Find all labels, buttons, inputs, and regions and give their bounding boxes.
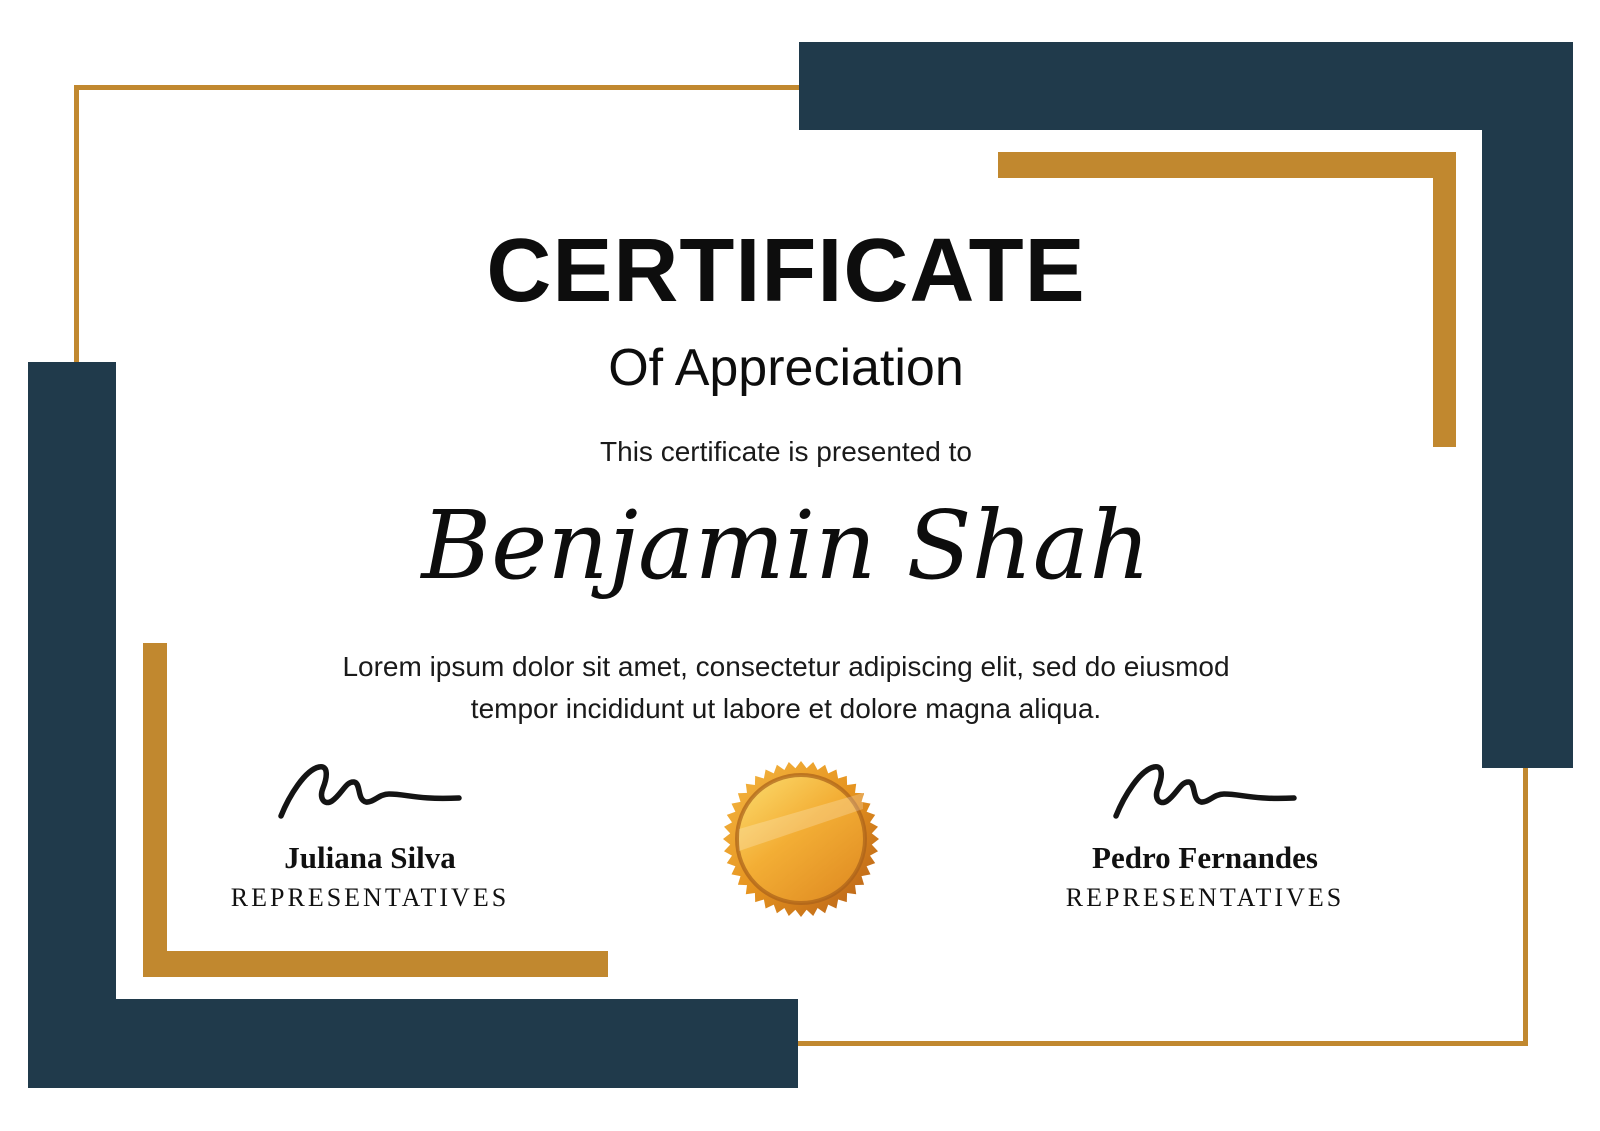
presented-to-line: This certificate is presented to (600, 436, 972, 467)
description-line-1: Lorem ipsum dolor sit amet, consectetur adipiscing elit, sed do eiusmod (342, 651, 1230, 682)
description-line-2: tempor incididunt ut labore et dolore magna aliqua. (470, 693, 1102, 724)
certificate-title: CERTIFICATE (486, 221, 1086, 321)
certificate-subtitle: Of Appreciation (608, 339, 964, 397)
signature-block-right (1010, 756, 1400, 911)
description-text (286, 646, 1286, 730)
signatory-role-left: REPRESENTATIVES (230, 883, 510, 912)
signatory-name-left: Juliana Silva (284, 840, 456, 875)
signatory-role-right: REPRESENTATIVES (1065, 883, 1345, 912)
signatory-name-right: Pedro Fernandes (1092, 840, 1318, 875)
signature-squiggle-icon (275, 756, 465, 826)
signature-squiggle-icon (1110, 756, 1300, 826)
gold-seal-icon (721, 759, 881, 919)
signature-block-left (175, 756, 565, 911)
recipient-name: Benjamin Shah (421, 491, 1151, 601)
